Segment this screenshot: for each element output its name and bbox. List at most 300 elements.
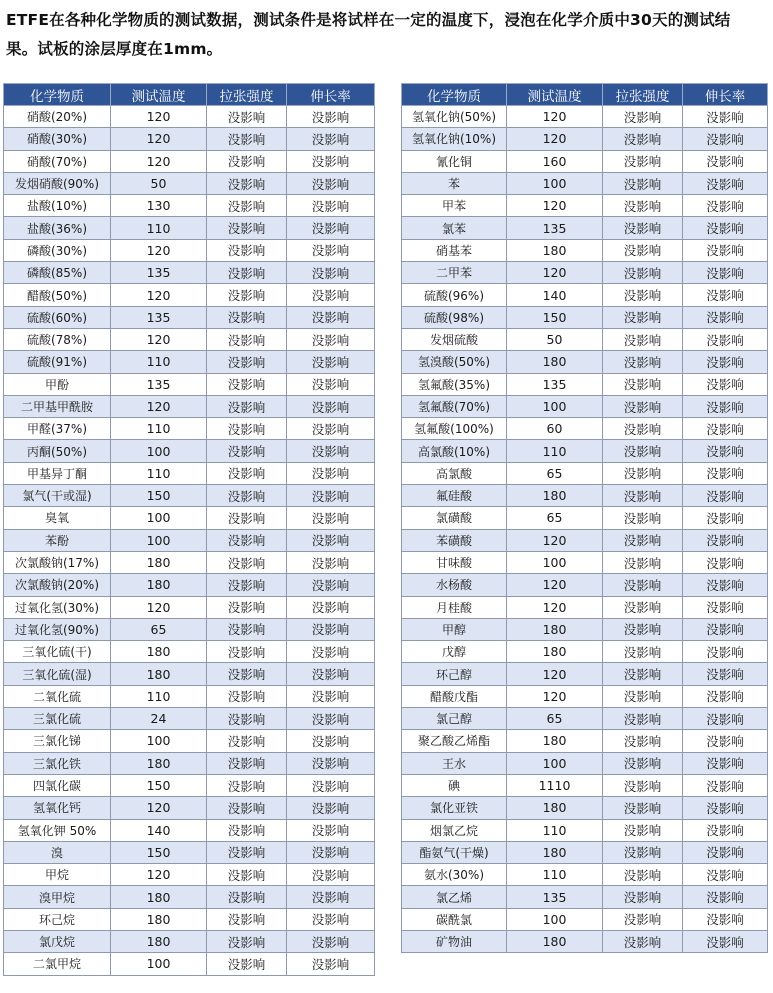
chemical-cell: 醋酸戊酯 [402,685,507,707]
table-row [402,752,768,774]
chemical-cell: 丙酮(50%) [4,440,111,462]
table-row [4,685,375,707]
temperature-cell: 150 [111,841,207,863]
table-body-right [402,106,768,953]
chemical-cell: 三氧化硫(湿) [4,663,111,685]
chemical-cell: 四氯化碳 [4,774,111,796]
temperature-cell: 180 [507,841,603,863]
tensile-cell: 没影响 [207,373,287,395]
tensile-cell: 没影响 [603,841,683,863]
elongation-cell: 没影响 [683,373,768,395]
elongation-cell: 没影响 [683,262,768,284]
temperature-cell: 120 [111,328,207,350]
tensile-cell: 没影响 [207,217,287,239]
temperature-cell: 120 [507,663,603,685]
table-row [4,239,375,261]
chemical-cell: 氯苯 [402,217,507,239]
chemical-cell: 甲醇 [402,618,507,640]
chemical-cell: 氢氟酸(35%) [402,373,507,395]
table-row [4,106,375,128]
elongation-cell: 没影响 [683,507,768,529]
elongation-cell: 没影响 [287,395,375,417]
chemical-cell: 三氧化硫(干) [4,641,111,663]
table-row [4,328,375,350]
temperature-cell: 180 [111,663,207,685]
chemical-cell: 甲基异丁酮 [4,462,111,484]
temperature-cell: 120 [111,284,207,306]
tensile-cell: 没影响 [207,908,287,930]
tensile-cell: 没影响 [603,485,683,507]
table-row [402,195,768,217]
chemical-cell: 苯磺酸 [402,529,507,551]
elongation-cell: 没影响 [287,239,375,261]
temperature-cell: 160 [507,150,603,172]
chemical-cell: 氢氟酸(70%) [402,395,507,417]
tensile-cell: 没影响 [603,306,683,328]
temperature-cell: 150 [111,774,207,796]
tensile-cell: 没影响 [603,418,683,440]
chemical-cell: 环己烷 [4,908,111,930]
table-row [402,663,768,685]
table-row [402,708,768,730]
temperature-cell: 135 [507,886,603,908]
tensile-cell: 没影响 [603,328,683,350]
temperature-cell: 100 [507,551,603,573]
chemical-cell: 硫酸(91%) [4,351,111,373]
tensile-cell: 没影响 [207,440,287,462]
temperature-cell: 65 [507,708,603,730]
tensile-cell: 没影响 [207,797,287,819]
table-row [4,373,375,395]
temperature-cell: 120 [507,596,603,618]
table-row [4,150,375,172]
temperature-cell: 180 [507,930,603,952]
tensile-cell: 没影响 [603,395,683,417]
chemical-cell: 烟氯乙烷 [402,819,507,841]
chemical-cell: 三氯化硫 [4,708,111,730]
table-row [402,395,768,417]
table-row [402,106,768,128]
chemical-cell: 过氧化氢(30%) [4,596,111,618]
elongation-cell: 没影响 [683,485,768,507]
table-row [4,663,375,685]
elongation-cell: 没影响 [287,953,375,975]
chemical-cell: 碳酰氯 [402,908,507,930]
temperature-cell: 120 [507,529,603,551]
temperature-cell: 120 [507,574,603,596]
tensile-cell: 没影响 [603,596,683,618]
temperature-cell: 120 [111,864,207,886]
table-row [4,351,375,373]
chemical-cell: 氢氧化钙 [4,797,111,819]
elongation-cell: 没影响 [683,150,768,172]
temperature-cell: 180 [507,239,603,261]
tensile-cell: 没影响 [207,708,287,730]
temperature-cell: 180 [111,930,207,952]
table-row [402,128,768,150]
temperature-cell: 135 [507,373,603,395]
tensile-cell: 没影响 [207,864,287,886]
tensile-cell: 没影响 [207,239,287,261]
elongation-cell: 没影响 [287,618,375,640]
temperature-cell: 120 [507,128,603,150]
temperature-cell: 120 [111,797,207,819]
elongation-cell: 没影响 [683,328,768,350]
tensile-cell: 没影响 [603,507,683,529]
temperature-cell: 120 [507,195,603,217]
elongation-cell: 没影响 [287,507,375,529]
table-row [402,150,768,172]
temperature-cell: 120 [507,685,603,707]
temperature-cell: 180 [507,351,603,373]
tensile-cell: 没影响 [207,262,287,284]
tensile-cell: 没影响 [603,752,683,774]
chemical-cell: 二甲苯 [402,262,507,284]
elongation-cell: 没影响 [683,930,768,952]
temperature-cell: 100 [111,953,207,975]
elongation-cell: 没影响 [287,774,375,796]
tensile-cell: 没影响 [603,284,683,306]
chemical-cell: 氢氧化钠(10%) [402,128,507,150]
temperature-cell: 100 [111,507,207,529]
chemical-cell: 过氧化氢(90%) [4,618,111,640]
tensile-cell: 没影响 [603,574,683,596]
elongation-cell: 没影响 [287,864,375,886]
temperature-cell: 135 [111,306,207,328]
tensile-cell: 没影响 [603,239,683,261]
chemical-cell: 甘味酸 [402,551,507,573]
elongation-cell: 没影响 [683,284,768,306]
temperature-cell: 100 [507,752,603,774]
chemical-cell: 月桂酸 [402,596,507,618]
chemical-cell: 盐酸(10%) [4,195,111,217]
table-row [4,864,375,886]
temperature-cell: 120 [111,395,207,417]
temperature-cell: 120 [111,106,207,128]
chemical-cell: 酯氨气(干燥) [402,841,507,863]
table-row [402,418,768,440]
elongation-cell: 没影响 [683,418,768,440]
temperature-cell: 110 [111,217,207,239]
temperature-cell: 180 [111,551,207,573]
tensile-cell: 没影响 [603,797,683,819]
elongation-cell: 没影响 [287,195,375,217]
chemical-cell: 甲苯 [402,195,507,217]
chemical-cell: 次氯酸钠(20%) [4,574,111,596]
elongation-cell: 没影响 [683,462,768,484]
table-body-left [4,106,375,976]
temperature-cell: 110 [507,819,603,841]
temperature-cell: 65 [111,618,207,640]
tensile-cell: 没影响 [207,641,287,663]
table-row [4,172,375,194]
elongation-cell: 没影响 [287,663,375,685]
elongation-cell: 没影响 [287,485,375,507]
elongation-cell: 没影响 [683,440,768,462]
tensile-cell: 没影响 [603,217,683,239]
elongation-cell: 没影响 [287,819,375,841]
elongation-cell: 没影响 [287,596,375,618]
chemical-cell: 王水 [402,752,507,774]
elongation-cell: 没影响 [287,440,375,462]
table-row [4,774,375,796]
temperature-cell: 135 [111,262,207,284]
elongation-cell: 没影响 [683,106,768,128]
temperature-cell: 50 [111,172,207,194]
chemical-cell: 三氯化铁 [4,752,111,774]
table-row [4,641,375,663]
tensile-cell: 没影响 [603,106,683,128]
temperature-cell: 135 [507,217,603,239]
temperature-cell: 100 [507,908,603,930]
tensile-cell: 没影响 [207,150,287,172]
temperature-cell: 110 [111,462,207,484]
chemical-cell: 聚乙酸乙烯酯 [402,730,507,752]
table-row [402,618,768,640]
tensile-cell: 没影响 [603,351,683,373]
tensile-cell: 没影响 [207,485,287,507]
temperature-cell: 24 [111,708,207,730]
table-row [4,462,375,484]
tensile-cell: 没影响 [603,529,683,551]
table-row [4,551,375,573]
tensile-cell: 没影响 [207,596,287,618]
tensile-cell: 没影响 [207,663,287,685]
chemical-cell: 硝酸(70%) [4,150,111,172]
tensile-cell: 没影响 [207,529,287,551]
chemical-cell: 氯气(干或湿) [4,485,111,507]
table-row [4,529,375,551]
chemical-cell: 苯 [402,172,507,194]
table-row [4,574,375,596]
tensile-cell: 没影响 [603,886,683,908]
chemical-cell: 硫酸(78%) [4,328,111,350]
temperature-cell: 1110 [507,774,603,796]
header-elongation: 伸长率 [287,84,375,106]
tensile-cell: 没影响 [207,618,287,640]
table-row [4,886,375,908]
temperature-cell: 150 [111,485,207,507]
tensile-cell: 没影响 [603,930,683,952]
chemical-cell: 高氯酸(10%) [402,440,507,462]
tensile-cell: 没影响 [603,373,683,395]
header-chemical: 化学物质 [4,84,111,106]
elongation-cell: 没影响 [683,752,768,774]
elongation-cell: 没影响 [683,797,768,819]
elongation-cell: 没影响 [683,663,768,685]
temperature-cell: 65 [507,462,603,484]
tensile-cell: 没影响 [207,507,287,529]
tensile-cell: 没影响 [603,685,683,707]
temperature-cell: 65 [507,507,603,529]
table-row [4,596,375,618]
tensile-cell: 没影响 [603,440,683,462]
table-row [4,752,375,774]
temperature-cell: 180 [111,641,207,663]
elongation-cell: 没影响 [683,172,768,194]
temperature-cell: 180 [111,908,207,930]
chemical-cell: 氯化亚铁 [402,797,507,819]
table-row [402,864,768,886]
tensile-cell: 没影响 [207,284,287,306]
elongation-cell: 没影响 [287,551,375,573]
elongation-cell: 没影响 [287,351,375,373]
table-row [4,195,375,217]
table-row [402,574,768,596]
chemical-cell: 硫酸(98%) [402,306,507,328]
elongation-cell: 没影响 [683,774,768,796]
tensile-cell: 没影响 [207,819,287,841]
tensile-cell: 没影响 [207,128,287,150]
temperature-cell: 150 [507,306,603,328]
tensile-cell: 没影响 [603,195,683,217]
table-row [402,797,768,819]
elongation-cell: 没影响 [287,930,375,952]
temperature-cell: 120 [507,262,603,284]
temperature-cell: 100 [507,172,603,194]
elongation-cell: 没影响 [683,351,768,373]
table-row [4,618,375,640]
table-row [402,730,768,752]
tensile-cell: 没影响 [603,618,683,640]
elongation-cell: 没影响 [287,284,375,306]
temperature-cell: 100 [111,529,207,551]
tensile-cell: 没影响 [603,462,683,484]
elongation-cell: 没影响 [683,886,768,908]
elongation-cell: 没影响 [287,217,375,239]
temperature-cell: 180 [507,641,603,663]
table-row [4,953,375,975]
header-elongation: 伸长率 [683,84,768,106]
table-row [4,440,375,462]
elongation-cell: 没影响 [683,730,768,752]
tensile-cell: 没影响 [603,730,683,752]
chemical-cell: 氨水(30%) [402,864,507,886]
temperature-cell: 135 [111,373,207,395]
elongation-cell: 没影响 [287,886,375,908]
elongation-cell: 没影响 [287,418,375,440]
table-row [402,239,768,261]
chemical-cell: 二氧化硫 [4,685,111,707]
table-row [4,306,375,328]
elongation-cell: 没影响 [287,841,375,863]
table-row [402,774,768,796]
tensile-cell: 没影响 [207,462,287,484]
chemical-cell: 氯戊烷 [4,930,111,952]
temperature-cell: 50 [507,328,603,350]
elongation-cell: 没影响 [287,685,375,707]
tensile-cell: 没影响 [207,574,287,596]
elongation-cell: 没影响 [683,574,768,596]
table-row [402,819,768,841]
elongation-cell: 没影响 [683,685,768,707]
tensile-cell: 没影响 [603,551,683,573]
header-tensile: 拉张强度 [207,84,287,106]
temperature-cell: 180 [111,574,207,596]
table-row [402,172,768,194]
tensile-cell: 没影响 [207,418,287,440]
temperature-cell: 100 [111,730,207,752]
temperature-cell: 120 [111,239,207,261]
table-row [402,373,768,395]
elongation-cell: 没影响 [287,373,375,395]
tensile-cell: 没影响 [207,106,287,128]
temperature-cell: 140 [507,284,603,306]
table-row [402,284,768,306]
table-row [402,641,768,663]
table-row [4,930,375,952]
chemical-cell: 磷酸(85%) [4,262,111,284]
table-row [4,262,375,284]
elongation-cell: 没影响 [287,752,375,774]
chemical-cell: 二甲基甲酰胺 [4,395,111,417]
chemical-cell: 硫酸(60%) [4,306,111,328]
tensile-cell: 没影响 [207,886,287,908]
elongation-cell: 没影响 [287,106,375,128]
tensile-cell: 没影响 [603,128,683,150]
temperature-cell: 100 [507,395,603,417]
chemical-cell: 水杨酸 [402,574,507,596]
chemical-cell: 苯酚 [4,529,111,551]
table-row [4,908,375,930]
temperature-cell: 110 [111,351,207,373]
header-temperature: 测试温度 [111,84,207,106]
chemical-cell: 硝酸(30%) [4,128,111,150]
table-row [402,507,768,529]
tensile-cell: 没影响 [207,752,287,774]
chemical-table-left [3,83,375,976]
elongation-cell: 没影响 [683,641,768,663]
chemical-cell: 盐酸(36%) [4,217,111,239]
header-row [4,84,375,106]
chemical-cell: 矿物油 [402,930,507,952]
elongation-cell: 没影响 [683,596,768,618]
chemical-cell: 二氯甲烷 [4,953,111,975]
elongation-cell: 没影响 [683,395,768,417]
elongation-cell: 没影响 [287,908,375,930]
chemical-cell: 醋酸(50%) [4,284,111,306]
tensile-cell: 没影响 [207,930,287,952]
table-row [4,128,375,150]
chemical-cell: 氟硅酸 [402,485,507,507]
temperature-cell: 180 [507,797,603,819]
chemical-cell: 甲烷 [4,864,111,886]
table-row [4,418,375,440]
chemical-cell: 氢氧化钠(50%) [402,106,507,128]
elongation-cell: 没影响 [287,306,375,328]
chemical-cell: 硝酸(20%) [4,106,111,128]
tensile-cell: 没影响 [603,262,683,284]
temperature-cell: 120 [111,596,207,618]
table-row [402,440,768,462]
table-row [4,797,375,819]
temperature-cell: 100 [111,440,207,462]
table-row [402,908,768,930]
table-row [402,485,768,507]
tensile-cell: 没影响 [207,172,287,194]
table-row [4,284,375,306]
temperature-cell: 180 [111,886,207,908]
table-row [402,685,768,707]
table-row [402,351,768,373]
elongation-cell: 没影响 [287,574,375,596]
elongation-cell: 没影响 [287,128,375,150]
elongation-cell: 没影响 [683,708,768,730]
table-row [402,841,768,863]
tensile-cell: 没影响 [207,730,287,752]
tensile-cell: 没影响 [207,195,287,217]
tensile-cell: 没影响 [603,172,683,194]
